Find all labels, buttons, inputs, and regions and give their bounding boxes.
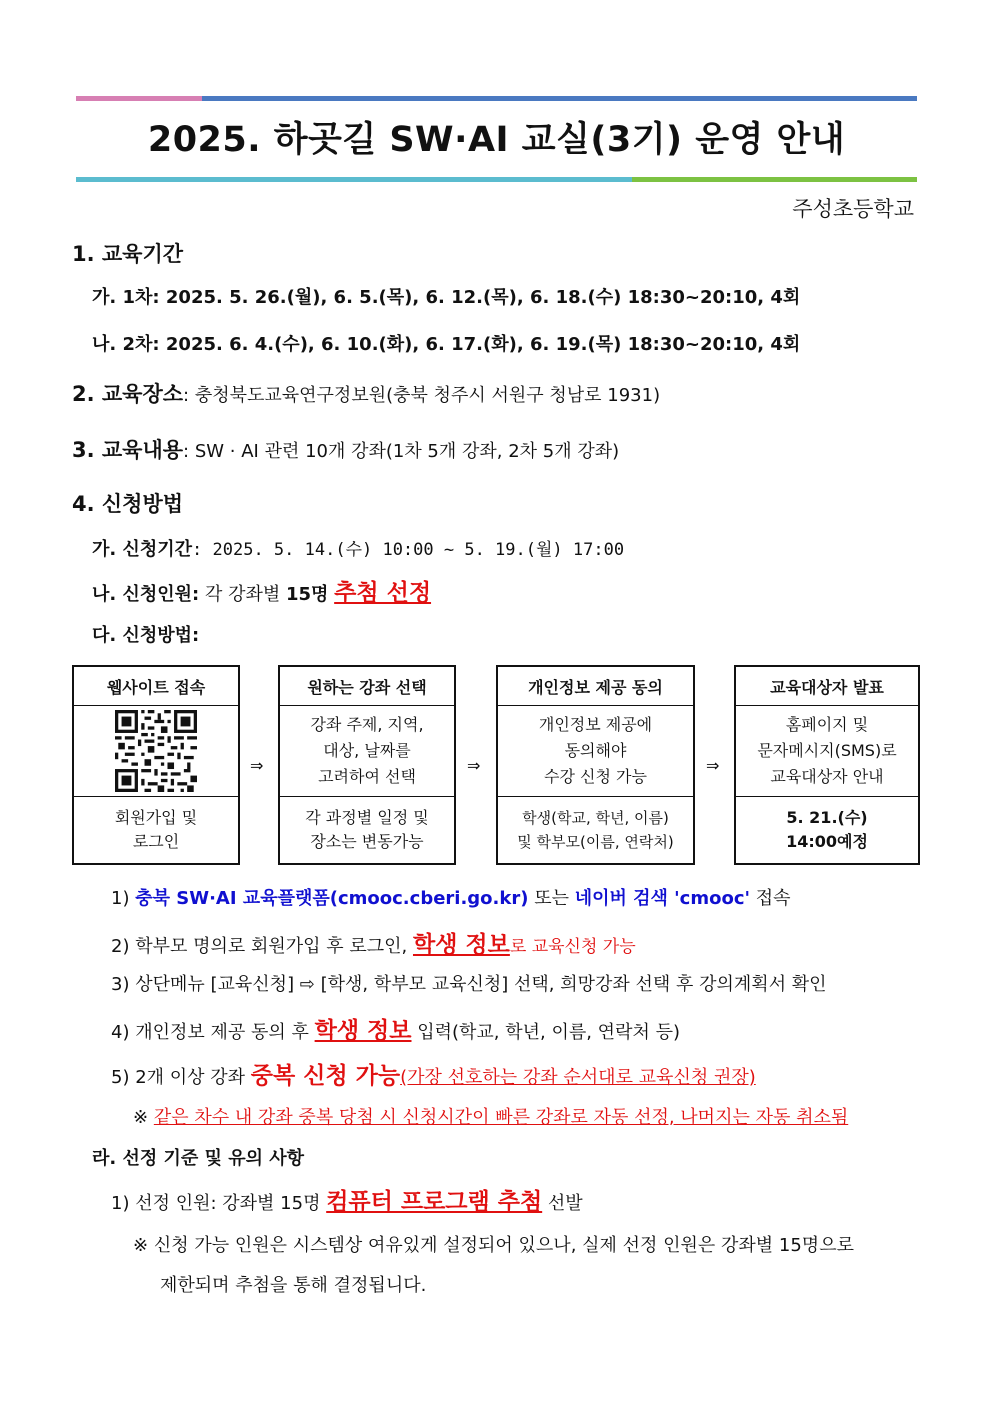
flow-box-select-header: 원하는 강좌 선택 <box>280 667 454 706</box>
step-1-end: 접속 <box>750 888 791 909</box>
criteria-1-text-a: 선정 인원: 강좌별 15명 <box>135 1193 327 1214</box>
criteria-1 <box>111 1183 583 1216</box>
apply-count <box>92 574 431 607</box>
flow-box-select <box>278 665 456 865</box>
flow-box-website <box>72 665 240 865</box>
step-4-text-b: 입력(학교, 학년, 이름, 연락처 등) <box>411 1022 680 1043</box>
criteria-note-line2: 제한되며 추첨을 통해 결정됩니다. <box>160 1275 427 1296</box>
step-note-mark: ※ <box>133 1107 149 1128</box>
flow-box-announce-body: 홈페이지 및 문자메시지(SMS)로 교육대상자 안내 <box>736 705 918 797</box>
bottom-bar-right <box>632 177 917 182</box>
flow-box-select-body: 강좌 주제, 지역, 대상, 날짜를 고려하여 선택 <box>280 705 454 797</box>
flow-arrow-3: ⇒ <box>706 756 720 775</box>
step-4-num: 4) <box>111 1022 130 1043</box>
criteria-1-emph: 컴퓨터 프로그램 추첨 <box>326 1189 543 1215</box>
flow-box-consent <box>496 665 695 865</box>
step-5-text-a: 2개 이상 강좌 <box>135 1067 251 1088</box>
step-note <box>133 1103 848 1129</box>
flow-arrow-1: ⇒ <box>250 756 264 775</box>
top-bar-right <box>202 96 917 101</box>
apply-method-label: 다. 신청방법: <box>92 625 200 646</box>
criteria-1-text-b: 선발 <box>542 1193 583 1214</box>
top-bar-left <box>76 96 202 101</box>
apply-count-emph: 추첨 선정 <box>334 580 432 606</box>
qr-code-area <box>74 705 238 797</box>
section3-text: : SW · AI 관련 10개 강좌(1차 5개 강좌, 2차 5개 강좌) <box>183 441 620 462</box>
criteria-note-line1 <box>133 1231 854 1257</box>
apply-period-label: 가. 신청기간 <box>92 539 193 560</box>
section3 <box>72 434 619 464</box>
flow-arrow-2: ⇒ <box>467 756 481 775</box>
section2-text: : 충청북도교육연구정보원(충북 청주시 서원구 청남로 1931) <box>183 385 661 406</box>
flow-box-announce-footer: 5. 21.(수) 14:00예정 <box>786 807 868 851</box>
step-note-text: 같은 차수 내 강좌 중복 당첨 시 신청시간이 빠른 강좌로 자동 선정, 나머지는 자동 취소됨 <box>153 1107 849 1128</box>
step-2 <box>111 926 636 959</box>
flow-box-announce <box>734 665 920 865</box>
flow-box-website-footer: 회원가입 및 로그인 <box>114 807 198 851</box>
section3-heading: 3. 교육내용 <box>72 438 184 462</box>
flow-box-consent-header: 개인정보 제공 동의 <box>498 667 693 706</box>
bottom-bar-left <box>76 177 632 182</box>
step-5-red: (가장 선호하는 강좌 순서대로 교육신청 권장) <box>400 1067 756 1088</box>
flow-box-select-footer: 각 과정별 일정 및 장소는 변동가능 <box>305 807 429 851</box>
step-2-emph: 학생 정보 <box>412 932 510 958</box>
step-2-num: 2) <box>111 936 130 957</box>
period-row-2 <box>92 330 800 356</box>
school-name: 주성초등학교 <box>792 197 914 221</box>
step-3 <box>111 970 827 996</box>
period-row-2-label: 나. 2차: <box>92 334 160 355</box>
step-3-text: 상단메뉴 [교육신청] ⇨ [학생, 학부모 교육신청] 선택, 희망강좌 선택 후 강의계획서 확인 <box>135 974 827 995</box>
apply-period <box>92 535 624 561</box>
criteria-note-text1: 신청 가능 인원은 시스템상 여유있게 설정되어 있으나, 실제 선정 인원은 강좌별 15명으로 <box>153 1235 854 1256</box>
period-row-2-text: 2025. 6. 4.(수), 6. 10.(화), 6. 17.(화), 6. 19.(목) 18:30~20:10, 4회 <box>165 334 801 355</box>
apply-count-label: 나. 신청인원: <box>92 584 200 605</box>
step-1-platform-link[interactable]: 충북 SW·AI 교육플랫폼(cmooc.cberi.go.kr) <box>135 888 529 909</box>
step-4-emph: 학생 정보 <box>314 1018 412 1044</box>
step-5-num: 5) <box>111 1067 130 1088</box>
step-2-red: 로 교육신청 가능 <box>509 937 636 957</box>
step-4 <box>111 1012 680 1045</box>
section4-heading: 4. 신청방법 <box>72 492 184 516</box>
section2-heading: 2. 교육장소 <box>72 382 184 406</box>
flow-box-website-header: 웹사이트 접속 <box>74 667 238 706</box>
step-1-mid: 또는 <box>528 888 575 909</box>
step-5 <box>111 1057 756 1090</box>
step-2-text: 학부모 명의로 회원가입 후 로그인, <box>135 936 413 957</box>
criteria-1-num: 1) <box>111 1193 130 1214</box>
criteria-note-mark: ※ <box>133 1235 149 1256</box>
qr-code-icon[interactable] <box>115 710 197 792</box>
step-1 <box>111 884 791 910</box>
step-1-naver-search[interactable]: 네이버 검색 'cmooc' <box>574 888 751 909</box>
step-5-emph: 중복 신청 가능 <box>250 1063 401 1089</box>
apply-period-text: : 2025. 5. 14.(수) 10:00 ~ 5. 19.(월) 17:00 <box>192 540 625 560</box>
section2 <box>72 378 660 408</box>
apply-count-text-a: 각 강좌별 <box>204 584 286 605</box>
apply-count-text-b: 15명 <box>285 584 329 605</box>
period-row-1 <box>92 283 800 309</box>
flow-box-consent-body: 개인정보 제공에 동의해야 수강 신청 가능 <box>498 705 693 797</box>
flow-box-announce-header: 교육대상자 발표 <box>736 667 918 706</box>
step-1-num: 1) <box>111 888 130 909</box>
step-3-num: 3) <box>111 974 130 995</box>
step-4-text-a: 개인정보 제공 동의 후 <box>135 1022 315 1043</box>
page-title: 2025. 하곳길 SW·AI 교실(3기) 운영 안내 <box>147 120 846 160</box>
period-row-1-label: 가. 1차: <box>92 287 160 308</box>
flow-box-consent-footer: 학생(학교, 학년, 이름) 및 학부모(이름, 연락처) <box>517 808 674 851</box>
section1-heading: 1. 교육기간 <box>72 242 184 266</box>
period-row-1-text: 2025. 5. 26.(월), 6. 5.(목), 6. 12.(목), 6. 18.(수) 18:30~20:10, 4회 <box>165 287 801 308</box>
criteria-label: 라. 선정 기준 및 유의 사항 <box>92 1148 305 1169</box>
